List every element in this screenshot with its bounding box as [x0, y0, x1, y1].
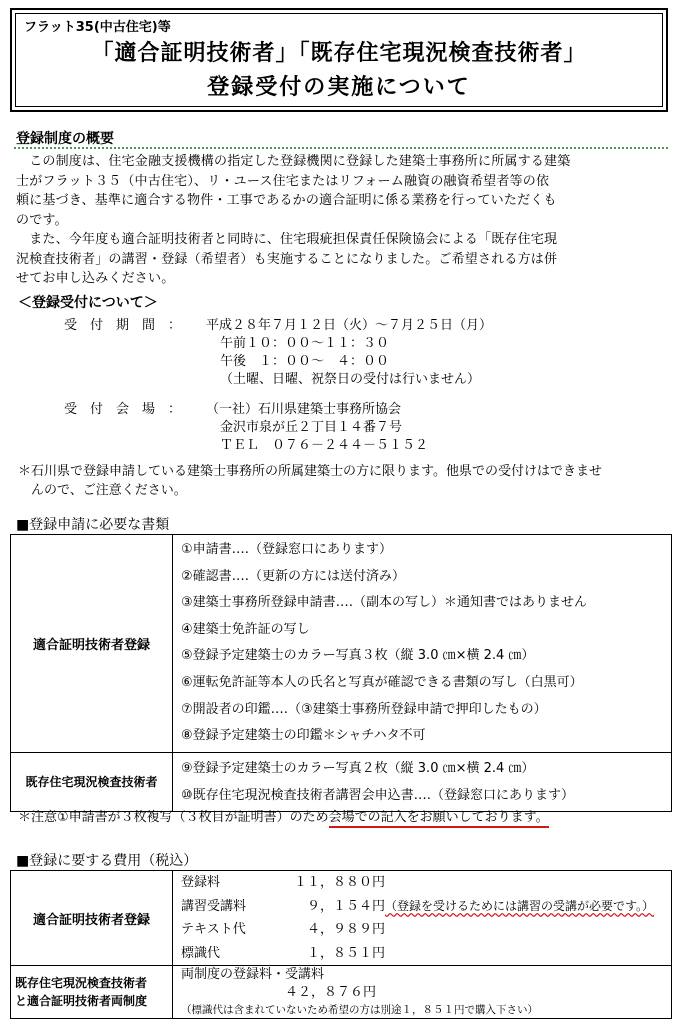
fees-group2-label-line: と適合証明技術者両制度: [15, 994, 148, 1008]
fees-group2-title: 両制度の登録料・受講料: [181, 967, 325, 982]
fees-table: [10, 870, 672, 1019]
paragraph-line: 頼に基づき、基準に適合する物件・工事であるかの適合証明に係る業務を行っていただくも: [16, 193, 557, 208]
fee-row: [181, 942, 671, 966]
fees-group2-note: （標識代は含まれていないため希望の方は別途１，８５１円で購入下さい）: [181, 1004, 538, 1016]
paragraph-line: 況検査技術者」の講習・登録（希望者）も実施することになりました。ご希望される方は併: [16, 251, 558, 267]
documents-group1-items: [173, 535, 672, 753]
paragraph-line: また、今年度も適合証明技術者と同時に、住宅瑕疵担保責任保険協会による「既存住宅現: [16, 232, 558, 247]
venue-line: （一社）石川県建築士事務所協会: [206, 402, 402, 417]
registration-heading: ＜登録受付について＞: [18, 295, 158, 311]
table-row: [11, 752, 672, 811]
documents-warning: [18, 806, 549, 825]
fees-group1-label: 適合証明技術者登録: [11, 871, 173, 966]
document-item: ③建築士事務所登録申請書‥‥（副本の写し）＊通知書ではありません: [181, 595, 588, 611]
documents-group2-items: [173, 752, 672, 811]
venue-label: 受 付 会 場 ：: [64, 402, 182, 417]
overview-paragraph-2: [16, 230, 666, 289]
warning-emphasis: 会場での記入をお願いしております。: [329, 810, 549, 828]
fee-row: [181, 895, 671, 919]
paragraph-line: のです。: [16, 212, 68, 228]
header-box: [10, 8, 668, 112]
note-line: んので、ご注意ください。: [18, 483, 187, 498]
document-item: ⑤登録予定建築士のカラー写真３枚（縦 3.0 ㎝×横 2.4 ㎝）: [181, 648, 535, 664]
venue-line: 金沢市泉が丘２丁目１４番７号: [220, 420, 403, 435]
document-item: ⑧登録予定建築士の印鑑＊シャチハタ不可: [181, 728, 426, 744]
fees-group2-label-line: 既存住宅現況検査技術者: [15, 976, 148, 990]
documents-group1-label: 適合証明技術者登録: [11, 535, 173, 753]
fee-remark: （登録を受けるためには講習の受講が必要です。）: [385, 898, 655, 913]
document-item: ②確認書‥‥（更新の方には送付済み）: [181, 568, 406, 584]
note-line: ＊石川県で登録申請している建築士事務所の所属建築士の方に限ります。他県での受付けはできませ: [18, 464, 602, 479]
overview-heading: 登録制度の概要: [16, 131, 114, 147]
registration-note: [18, 462, 668, 500]
header-title-line2: 登録受付の実施について: [207, 75, 471, 100]
venue-line: ＴＥＬ ０７６－２４４－５１５２: [220, 438, 429, 453]
document-item: ⑥運転免許証等本人の氏名と写真が確認できる書類の写し（白黒可）: [181, 674, 583, 690]
fees-group1-items: [173, 871, 672, 966]
header-title-line1: 「適合証明技術者」「既存住宅現況検査技術者」: [91, 41, 587, 66]
document-item: ⑩既存住宅現況検査技術者講習会申込書‥‥（登録窓口にあります）: [181, 787, 575, 803]
fee-amount: ９，１５４円: [306, 898, 385, 914]
period-line: 午前１０：００～１１：３０: [220, 336, 390, 351]
paragraph-line: 士がフラット３５（中古住宅）、リ・ユース住宅またはリフォーム融資の融資希望者等の依: [16, 173, 550, 189]
paragraph-line: この制度は、住宅金融支援機構の指定した登録機関に登録した建築士事務所に所属する建築: [16, 154, 571, 169]
documents-heading: ■登録申請に必要な書類: [16, 517, 170, 533]
fee-name: 登録料: [181, 875, 221, 890]
document-item: ⑨登録予定建築士のカラー写真２枚（縦 3.0 ㎝×横 2.4 ㎝）: [181, 760, 535, 776]
document-item: ①申請書‥‥（登録窓口にあります）: [181, 542, 393, 557]
fees-heading: ■登録に要する費用（税込）: [16, 853, 198, 869]
period-line: 午後 １：００～ ４：００: [220, 354, 390, 369]
table-row: [11, 535, 672, 753]
documents-table: [10, 534, 672, 812]
period-line: （土曜、日曜、祝祭日の受付は行いません）: [220, 372, 481, 387]
fee-amount: １，８５１円: [306, 945, 385, 961]
overview-paragraph-1: [16, 152, 666, 230]
fees-group2-items: [173, 966, 672, 1019]
header-eyebrow: フラット35(中古住宅)等: [24, 20, 171, 35]
fees-group2-label: [11, 966, 173, 1019]
documents-group2-label: 既存住宅現況検査技術者: [11, 752, 173, 811]
warning-text: ＊注意①申請書が３枚複写（３枚目が証明書）のため: [18, 810, 329, 825]
fee-row: [181, 871, 671, 895]
fee-amount: ４，９８９円: [306, 922, 385, 937]
document-item: ④建築士免許証の写し: [181, 621, 310, 637]
fee-amount: １１，８８０円: [293, 875, 385, 890]
paragraph-line: せてお申し込みください。: [16, 271, 175, 286]
fee-name: テキスト代: [181, 922, 246, 937]
fee-row: [181, 918, 671, 942]
fees-group2-amount: ４２，８７６円: [285, 985, 377, 1000]
overview-divider: [14, 147, 668, 149]
period-label: 受 付 期 間 ：: [64, 318, 182, 333]
fee-name: 講習受講料: [181, 898, 247, 914]
period-line: 平成２８年７月１２日（火）～７月２５日（月）: [206, 318, 493, 333]
table-row: [11, 966, 672, 1019]
document-item: ⑦開設者の印鑑‥‥（③建築士事務所登録申請で押印したもの）: [181, 701, 547, 717]
fee-name: 標識代: [181, 945, 221, 961]
table-row: [11, 871, 672, 966]
